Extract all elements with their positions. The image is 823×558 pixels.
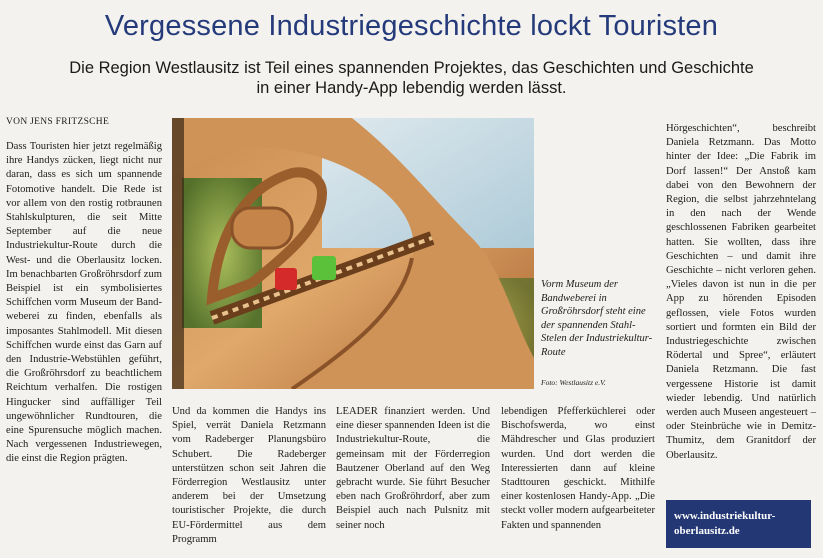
column-4-text: lebendigen Pfefferküchlerei oder Bischofswerda, wo einst Mähdrescher und Glas produziert wurden. Und dort werden die Interessierten dann auf kleine Stadttouren geschickt. Mithilfe einer kostenlosen Handy-App. „Die steckt voller modern aufgearbeiteter Fakten und spannenden [501, 406, 655, 531]
column-5-text: Hörgeschichten“, beschreibt Daniela Retzmann. Das Motto hinter der Idee: „Die Fabrik im Dorf lassen!“ Der Anstoß kam dabei von den Bewohnern der Region, die selbst jahrzehntelang in den nach der Wende geschlossenen Fabriken gearbeitet hatten. Sie wollten, dass ihre Geschichten – und damit ihre Geschichte – nicht verloren gehen. „Vieles davon ist nun in die per App zu hörenden Episoden geflossen, viele Fotos wurden sortiert und formten ein Bild der Industriegeschichte zwischen Rödertal und Spree“, erläutert Daniela Retzmann. Die fast vergessene Historie ist damit wieder lebendig. Und natürlich werden auch Museen angesteuert – oder Steinbrüche wie in Demitz-Thumitz, dem Granitdorf der Oberlausitz. [666, 123, 816, 461]
text-column-3 [336, 405, 490, 533]
subheadline-line-2: in einer Handy-App lebendig werden lässt. [256, 79, 567, 97]
url-box[interactable] [666, 500, 811, 548]
subheadline-line-1: Die Region Westlausitz ist Teil eines spannenden Projektes, das Geschichten und Geschichte [69, 59, 754, 77]
column-2-text: Und da kommen die Handys ins Spiel, verrät Daniela Retzmann vom Radeberger Planungsbüro Schubert. Die Radeberger unterstützen schon seit Jahren die Förderregion Westlausitz unter anderem bei der Umsetzung touristischer Projekte, die durch EU-Fördermittel aus dem Programm [172, 406, 326, 545]
text-column-5 [666, 122, 816, 463]
subheadline [0, 58, 823, 98]
article-photo [172, 118, 534, 389]
photo-caption: Vorm Museum der Bandweberei in Großröhrsdorf steht eine der spannenden Stahl-Stelen der Industriekultur-Route [541, 279, 653, 358]
column-1-text: Dass Touristen hier jetzt regelmäßig ihre Handys zücken, liegt nicht nur daran, dass es sich um spannende Fotomotive handelt. Die Rede ist vor allem von den rostig rotbraunen Stahlskulpturen, die seit Mitte September auf die neue Industriekultur-Route durch die West- und die Oberlausitz locken. Im benachbarten Großröhrsdorf zum Beispiel ist ein symbolisiertes Schiffchen vorm Museum der Bandweberei zu finden, ebenfalls als imposantes Stahlmodell. Mit diesen Schiffchen wurde einst das Garn auf den Industrie-Webstühlen geführt, die Großröhrsdorf zu beachtlichem Reichtum verhalfen. Die rostigen Hingucker sind auffälliger Teil ungewöhnlicher Rundtouren, die eine Spurensuche möglich machen. Nach vergessenen Industriewegen, die einst die Region prägten. [6, 141, 162, 465]
headline: Vergessene Industriegeschichte lockt Touristen [104, 10, 719, 42]
byline: VON JENS FRITZSCHE [6, 117, 110, 127]
text-column-4 [501, 405, 655, 533]
text-column-2 [172, 405, 326, 547]
url-line-1: www.industriekultur- [674, 510, 776, 522]
column-3-text: LEADER finanziert werden. Und eine dieser spannenden Ideen ist die Industriekultur-Route, die gemeinsam mit der Förderregion Bautzener Oberland auf den Weg gebracht wurde. Sie führt Besucher eben nach Großröhrdorf, aber zum Beispiel auch nach Pulsnitz mit seiner noch [336, 406, 490, 531]
url-line-2: oberlausitz.de [674, 525, 740, 537]
photo-credit: Foto: Westlausitz e.V. [541, 378, 606, 387]
text-column-1 [6, 140, 162, 467]
steel-sculpture-photo [172, 118, 534, 389]
